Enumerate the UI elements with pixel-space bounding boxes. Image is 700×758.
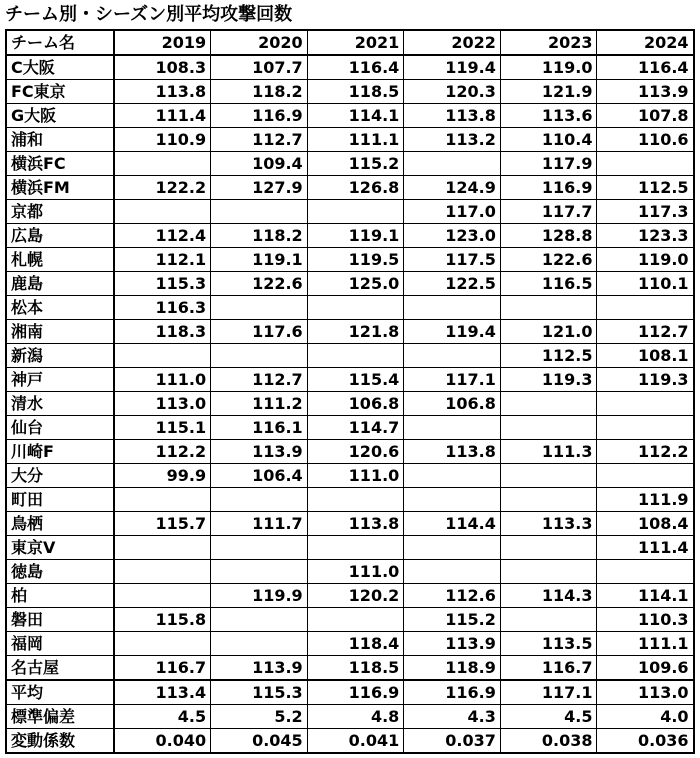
- value-cell: 111.3: [500, 440, 597, 464]
- value-cell: 113.9: [404, 632, 501, 656]
- value-cell: [500, 560, 597, 584]
- value-cell: 116.7: [500, 656, 597, 681]
- value-cell: 114.4: [404, 512, 501, 536]
- team-row-label: 鳥栖: [6, 512, 114, 536]
- team-row: [6, 296, 694, 320]
- value-cell: 118.3: [114, 320, 211, 344]
- value-cell: 99.9: [114, 464, 211, 488]
- value-cell: [211, 632, 308, 656]
- value-cell: 120.3: [404, 80, 501, 104]
- team-row: [6, 200, 694, 224]
- value-cell: [404, 536, 501, 560]
- year-column-header: 2021: [307, 30, 404, 55]
- team-row-label: 名古屋: [6, 656, 114, 681]
- value-cell: 113.9: [211, 656, 308, 681]
- team-row-label: 鹿島: [6, 272, 114, 296]
- year-column-header: 2019: [114, 30, 211, 55]
- team-row-label: 札幌: [6, 248, 114, 272]
- team-rows: [6, 55, 694, 680]
- value-cell: 120.2: [307, 584, 404, 608]
- value-cell: 118.4: [307, 632, 404, 656]
- value-cell: [404, 416, 501, 440]
- value-cell: 118.5: [307, 80, 404, 104]
- team-row: [6, 392, 694, 416]
- value-cell: [114, 344, 211, 368]
- value-cell: 117.6: [211, 320, 308, 344]
- value-cell: 0.036: [597, 729, 694, 754]
- value-cell: 117.3: [597, 200, 694, 224]
- value-cell: 111.0: [114, 368, 211, 392]
- value-cell: 106.8: [404, 392, 501, 416]
- value-cell: 4.0: [597, 705, 694, 729]
- value-cell: 113.8: [404, 440, 501, 464]
- value-cell: 124.9: [404, 176, 501, 200]
- value-cell: [211, 488, 308, 512]
- value-cell: 116.7: [114, 656, 211, 681]
- value-cell: [500, 296, 597, 320]
- team-row: [6, 128, 694, 152]
- value-cell: 121.9: [500, 80, 597, 104]
- value-cell: 109.6: [597, 656, 694, 681]
- value-cell: [500, 488, 597, 512]
- value-cell: [307, 608, 404, 632]
- value-cell: 122.6: [500, 248, 597, 272]
- summary-row: [6, 729, 694, 754]
- value-cell: [404, 464, 501, 488]
- table-title: チーム別・シーズン別平均攻撃回数: [5, 4, 293, 25]
- value-cell: 109.4: [211, 152, 308, 176]
- value-cell: 113.4: [114, 680, 211, 705]
- value-cell: [597, 152, 694, 176]
- value-cell: 110.6: [597, 128, 694, 152]
- value-cell: 112.7: [597, 320, 694, 344]
- value-cell: 115.3: [211, 680, 308, 705]
- value-cell: [307, 200, 404, 224]
- team-row: [6, 488, 694, 512]
- value-cell: 118.5: [307, 656, 404, 681]
- value-cell: 123.3: [597, 224, 694, 248]
- value-cell: 0.041: [307, 729, 404, 754]
- value-cell: 113.9: [597, 80, 694, 104]
- value-cell: 0.038: [500, 729, 597, 754]
- value-cell: 116.9: [307, 680, 404, 705]
- value-cell: 113.3: [500, 512, 597, 536]
- value-cell: 113.9: [211, 440, 308, 464]
- value-cell: 119.3: [500, 368, 597, 392]
- value-cell: [597, 464, 694, 488]
- team-row: [6, 248, 694, 272]
- year-column-header: 2023: [500, 30, 597, 55]
- value-cell: [404, 296, 501, 320]
- value-cell: 117.0: [404, 200, 501, 224]
- value-cell: [597, 296, 694, 320]
- value-cell: 126.8: [307, 176, 404, 200]
- team-row: [6, 320, 694, 344]
- value-cell: 112.7: [211, 368, 308, 392]
- value-cell: 108.1: [597, 344, 694, 368]
- attack-count-table: [5, 29, 695, 754]
- value-cell: [114, 152, 211, 176]
- value-cell: 114.1: [597, 584, 694, 608]
- value-cell: 111.4: [597, 536, 694, 560]
- team-row-label: 松本: [6, 296, 114, 320]
- value-cell: [211, 536, 308, 560]
- team-row-label: G大阪: [6, 104, 114, 128]
- value-cell: 119.1: [211, 248, 308, 272]
- value-cell: [211, 608, 308, 632]
- value-cell: [211, 344, 308, 368]
- value-cell: 119.0: [597, 248, 694, 272]
- value-cell: 119.4: [404, 55, 501, 80]
- value-cell: 111.1: [597, 632, 694, 656]
- value-cell: 115.2: [307, 152, 404, 176]
- team-row-label: 福岡: [6, 632, 114, 656]
- value-cell: 116.9: [211, 104, 308, 128]
- value-cell: 123.0: [404, 224, 501, 248]
- team-row-label: 仙台: [6, 416, 114, 440]
- value-cell: 4.3: [404, 705, 501, 729]
- value-cell: 0.037: [404, 729, 501, 754]
- value-cell: 122.5: [404, 272, 501, 296]
- team-row-label: 神戸: [6, 368, 114, 392]
- team-row: [6, 224, 694, 248]
- team-row: [6, 344, 694, 368]
- value-cell: 113.0: [597, 680, 694, 705]
- team-row-label: C大阪: [6, 55, 114, 80]
- value-cell: 4.5: [500, 705, 597, 729]
- team-row-label: FC東京: [6, 80, 114, 104]
- team-row-label: 横浜FM: [6, 176, 114, 200]
- team-row-label: 大分: [6, 464, 114, 488]
- summary-row-label: 変動係数: [6, 729, 114, 754]
- value-cell: 116.9: [404, 680, 501, 705]
- value-cell: 106.8: [307, 392, 404, 416]
- value-cell: [500, 608, 597, 632]
- value-cell: [500, 536, 597, 560]
- team-row-label: 柏: [6, 584, 114, 608]
- value-cell: 115.3: [114, 272, 211, 296]
- value-cell: 113.6: [500, 104, 597, 128]
- team-row: [6, 416, 694, 440]
- value-cell: 115.7: [114, 512, 211, 536]
- value-cell: [307, 536, 404, 560]
- value-cell: [114, 536, 211, 560]
- value-cell: 116.4: [307, 55, 404, 80]
- value-cell: 116.9: [500, 176, 597, 200]
- value-cell: 4.5: [114, 705, 211, 729]
- value-cell: 118.2: [211, 224, 308, 248]
- team-row: [6, 55, 694, 80]
- team-row: [6, 536, 694, 560]
- team-row: [6, 440, 694, 464]
- value-cell: 122.6: [211, 272, 308, 296]
- value-cell: 111.0: [307, 464, 404, 488]
- value-cell: 114.7: [307, 416, 404, 440]
- team-row-label: 湘南: [6, 320, 114, 344]
- value-cell: 128.8: [500, 224, 597, 248]
- value-cell: [404, 152, 501, 176]
- value-cell: 118.2: [211, 80, 308, 104]
- value-cell: 112.6: [404, 584, 501, 608]
- value-cell: 111.9: [597, 488, 694, 512]
- team-row-label: 清水: [6, 392, 114, 416]
- value-cell: [211, 296, 308, 320]
- value-cell: 107.8: [597, 104, 694, 128]
- value-cell: [404, 344, 501, 368]
- value-cell: 114.1: [307, 104, 404, 128]
- value-cell: 111.2: [211, 392, 308, 416]
- value-cell: [114, 584, 211, 608]
- value-cell: 117.1: [404, 368, 501, 392]
- value-cell: 112.4: [114, 224, 211, 248]
- value-cell: 121.8: [307, 320, 404, 344]
- value-cell: 115.4: [307, 368, 404, 392]
- value-cell: 5.2: [211, 705, 308, 729]
- summary-row-label: 標準偏差: [6, 705, 114, 729]
- value-cell: [114, 488, 211, 512]
- value-cell: 116.4: [597, 55, 694, 80]
- value-cell: 125.0: [307, 272, 404, 296]
- value-cell: 4.8: [307, 705, 404, 729]
- team-row: [6, 368, 694, 392]
- team-row: [6, 584, 694, 608]
- team-row-label: 京都: [6, 200, 114, 224]
- team-row: [6, 608, 694, 632]
- value-cell: [404, 560, 501, 584]
- value-cell: 111.7: [211, 512, 308, 536]
- value-cell: [597, 392, 694, 416]
- team-row: [6, 464, 694, 488]
- year-column-header: 2020: [211, 30, 308, 55]
- team-row-label: 町田: [6, 488, 114, 512]
- value-cell: 119.0: [500, 55, 597, 80]
- team-row: [6, 512, 694, 536]
- value-cell: 112.5: [597, 176, 694, 200]
- value-cell: 113.8: [307, 512, 404, 536]
- value-cell: 122.2: [114, 176, 211, 200]
- value-cell: [114, 632, 211, 656]
- value-cell: 110.3: [597, 608, 694, 632]
- value-cell: 110.9: [114, 128, 211, 152]
- team-row: [6, 272, 694, 296]
- team-row-label: 横浜FC: [6, 152, 114, 176]
- value-cell: 113.5: [500, 632, 597, 656]
- value-cell: 115.2: [404, 608, 501, 632]
- value-cell: 108.4: [597, 512, 694, 536]
- team-row: [6, 104, 694, 128]
- team-column-header: チーム名: [6, 30, 114, 55]
- value-cell: 111.4: [114, 104, 211, 128]
- value-cell: 113.0: [114, 392, 211, 416]
- value-cell: 112.5: [500, 344, 597, 368]
- value-cell: 108.3: [114, 55, 211, 80]
- team-row: [6, 176, 694, 200]
- value-cell: 107.7: [211, 55, 308, 80]
- team-row-label: 磐田: [6, 608, 114, 632]
- value-cell: 119.3: [597, 368, 694, 392]
- value-cell: 117.9: [500, 152, 597, 176]
- value-cell: [307, 344, 404, 368]
- value-cell: 116.5: [500, 272, 597, 296]
- value-cell: [114, 560, 211, 584]
- summary-row: [6, 705, 694, 729]
- value-cell: 106.4: [211, 464, 308, 488]
- team-row-label: 広島: [6, 224, 114, 248]
- summary-rows: [6, 680, 694, 753]
- value-cell: 115.8: [114, 608, 211, 632]
- value-cell: [500, 464, 597, 488]
- value-cell: 117.5: [404, 248, 501, 272]
- value-cell: 113.2: [404, 128, 501, 152]
- team-row-label: 川崎F: [6, 440, 114, 464]
- value-cell: 118.9: [404, 656, 501, 681]
- value-cell: 119.1: [307, 224, 404, 248]
- value-cell: 121.0: [500, 320, 597, 344]
- value-cell: [597, 416, 694, 440]
- value-cell: 112.7: [211, 128, 308, 152]
- year-column-header: 2024: [597, 30, 694, 55]
- summary-row-label: 平均: [6, 680, 114, 705]
- value-cell: [597, 560, 694, 584]
- value-cell: 117.7: [500, 200, 597, 224]
- value-cell: [307, 488, 404, 512]
- value-cell: 113.8: [404, 104, 501, 128]
- header-row: [6, 30, 694, 55]
- value-cell: 0.040: [114, 729, 211, 754]
- summary-row: [6, 680, 694, 705]
- value-cell: 111.1: [307, 128, 404, 152]
- value-cell: 115.1: [114, 416, 211, 440]
- team-row-label: 新潟: [6, 344, 114, 368]
- value-cell: 111.0: [307, 560, 404, 584]
- value-cell: 119.9: [211, 584, 308, 608]
- value-cell: 116.1: [211, 416, 308, 440]
- value-cell: [404, 488, 501, 512]
- value-cell: [211, 200, 308, 224]
- value-cell: 112.2: [597, 440, 694, 464]
- team-row: [6, 656, 694, 681]
- value-cell: [500, 392, 597, 416]
- value-cell: [307, 296, 404, 320]
- value-cell: 119.5: [307, 248, 404, 272]
- value-cell: [114, 200, 211, 224]
- team-row: [6, 632, 694, 656]
- team-row: [6, 80, 694, 104]
- team-row: [6, 560, 694, 584]
- value-cell: 120.6: [307, 440, 404, 464]
- team-row: [6, 152, 694, 176]
- value-cell: 110.1: [597, 272, 694, 296]
- value-cell: 116.3: [114, 296, 211, 320]
- value-cell: 117.1: [500, 680, 597, 705]
- team-row-label: 徳島: [6, 560, 114, 584]
- value-cell: 113.8: [114, 80, 211, 104]
- value-cell: 112.2: [114, 440, 211, 464]
- year-column-header: 2022: [404, 30, 501, 55]
- team-row-label: 東京V: [6, 536, 114, 560]
- value-cell: 110.4: [500, 128, 597, 152]
- value-cell: 0.045: [211, 729, 308, 754]
- value-cell: 112.1: [114, 248, 211, 272]
- value-cell: 114.3: [500, 584, 597, 608]
- value-cell: 119.4: [404, 320, 501, 344]
- value-cell: [500, 416, 597, 440]
- value-cell: 127.9: [211, 176, 308, 200]
- value-cell: [211, 560, 308, 584]
- team-row-label: 浦和: [6, 128, 114, 152]
